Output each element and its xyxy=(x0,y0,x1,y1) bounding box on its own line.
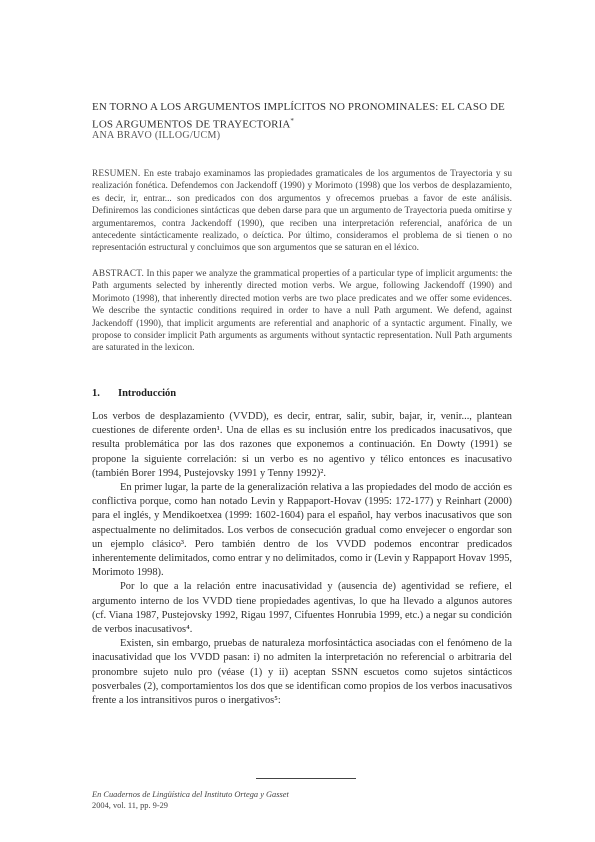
title-footnote-mark: * xyxy=(290,117,294,125)
volume-pages: 2004, vol. 11, pp. 9-29 xyxy=(92,801,168,810)
abstract-block xyxy=(92,268,512,355)
paragraph-1: Los verbos de desplazamiento (VVDD), es decir, entrar, salir, subir, bajar, ir, venir..., plantean cuestiones de diferente orden¹. Una de ellas es su inclusión entre los predicados inacusativos, que resulta problemática por las dos razones que exponemos a continuación. En Dowty (1991) se propone la siguiente correlación: si un verbo es no agentivo y télico entonces es inacusativo (también Borer 1994, Pustejovsky 1991 y Tenny 1992)². xyxy=(92,411,512,479)
footnote-divider xyxy=(256,778,356,779)
paragraph-3: Por lo que a la relación entre inacusatividad y (ausencia de) agentividad se refiere, el argumento interno de los VVDD tiene propiedades agentivas, lo que ha llevado a algunos autores (cf. Viana 1987, Pustejovsky 1992, Rigau 1997, Cifuentes Honrubia 1999, etc.) a negar su condición de verbos inacusativos⁴. xyxy=(92,581,512,636)
paragraph-2: En primer lugar, la parte de la generalización relativa a las propiedades del modo de acción es conflictiva porque, como han notado Levin y Rappaport-Hovav (1995: 172-177) y Reinhart (2000) para el inglés, y Mendikoetxea (1999: 1602-1604) para el español, hay verbos inacusativos que son aspectualmente no delimitados. Los verbos de consecución gradual como envejecer o engordar son un ejemplo clásico³. Pero también dentro de los VVDD podemos encontrar predicados inherentemente delimitados, como entrar y no delimitados, como ir (Levin y Rappaport Hovav 1995, Morimoto 1998). xyxy=(92,482,512,579)
title-text: EN TORNO A LOS ARGUMENTOS IMPLÍCITOS NO PRONOMINALES: EL CASO DE LOS ARGUMENTOS DE TRAYECTORIA xyxy=(92,101,505,131)
resumen-text: En este trabajo examinamos las propiedades gramaticales de los argumentos de Trayectoria y su realización fonética. Defendemos con Jackendoff (1990) y Morimoto (1998) que los verbos de desplazamiento, es decir, ir, entrar... son predicados con dos argumentos y ofrecemos pruebas a favor de este análisis. Definiremos las condiciones sintácticas que deben darse para que un argumento de Trayectoria pueda omitirse y argumentaremos, contra Jackendoff (1990), que reciben una interpretación referencial, anafórica de un antecedente sintácticamente realizado, o deíctica. Por último, consideramos el problema de si tienen o no representación estructural y concluimos que son argumentos que se saturan en el léxico. xyxy=(92,169,512,254)
author-line: ANA BRAVO (ILLOG/UCM) xyxy=(92,130,221,141)
section-title: Introducción xyxy=(118,388,177,399)
abstract-text: In this paper we analyze the grammatical properties of a particular type of implicit arguments: the Path arguments selected by inherently directed motion verbs. We argue, following Jackendoff (1990) and Morimoto (1998), that inherently directed motion verbs are two place predicates and we offer some evidences. We describe the syntactic conditions required in order to have a null Path argument. We defend, against Jackendoff (1990), that implicit arguments are referential and anaphoric of a syntactic argument. Finally, we propose to consider implicit Path arguments as arguments without syntactic representation. Null Path arguments are saturated in the lexicon. xyxy=(92,269,512,354)
abstract-label: ABSTRACT. xyxy=(92,269,144,279)
section-number: 1. xyxy=(92,388,100,399)
page-footer xyxy=(92,789,289,811)
resumen-label: RESUMEN. xyxy=(92,169,141,179)
paper-title xyxy=(92,100,512,132)
body-text xyxy=(92,410,512,708)
section-heading xyxy=(92,388,176,399)
paragraph-4: Existen, sin embargo, pruebas de naturaleza morfosintáctica asociadas con el fenómeno de la inacusatividad que los VVDD pasan: i) no admiten la interpretación no referencial o arbitraria del pronombre sujeto nulo pro (véase (1) y ii) aceptan SSNN escuetos como sujetos sintácticos posverbales (2), comportamientos los dos que se identifican como propios de los verbos inacusativos frente a los intransitivos puros o inergativos⁵: xyxy=(92,638,512,707)
resumen-block xyxy=(92,168,512,255)
journal-citation: En Cuadernos de Lingüística del Instituto Ortega y Gasset xyxy=(92,790,289,799)
